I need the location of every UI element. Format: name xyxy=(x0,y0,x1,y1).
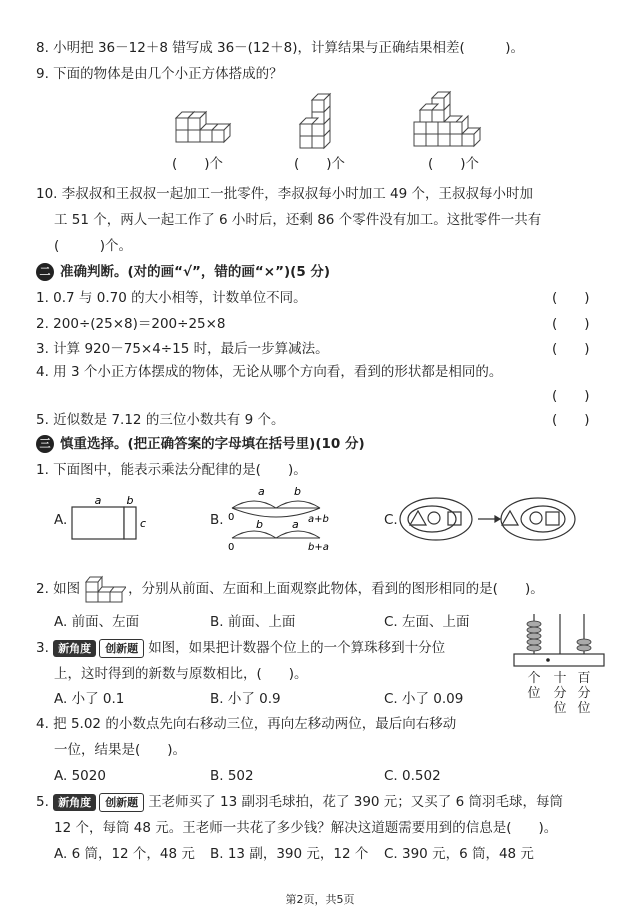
choice-q4-option-b[interactable]: B. 502 xyxy=(210,768,254,784)
choice-q5-option-b[interactable]: B. 13 副，390 元，12 个 xyxy=(210,846,369,862)
section-choice-title xyxy=(36,434,365,454)
choice-q5-option-a[interactable]: A. 6 筒，12 个，48 元 xyxy=(54,846,195,862)
choice-q3-option-c[interactable]: C. 小了 0.09 xyxy=(384,691,464,707)
fig-b-label-b2: b xyxy=(256,518,263,531)
choice-q2-option-c[interactable]: C. 左面、上面 xyxy=(384,614,470,630)
choice-q2-text xyxy=(36,574,544,604)
judge-answer-3[interactable]: ( ) xyxy=(552,341,590,357)
fig-b-label-b: b xyxy=(294,485,301,498)
judge-answer-1[interactable]: ( ) xyxy=(552,290,590,306)
innovative-tag: 创新题 xyxy=(99,639,144,658)
figure-shapes-sets xyxy=(398,494,578,544)
fig-b-label-a: a xyxy=(258,485,265,498)
q8-text: 8. 小明把 36－12＋8 错写成 36－(12＋8)，计算结果与正确结果相差( )。 xyxy=(36,40,525,56)
new-angle-tag: 新角度 xyxy=(53,794,96,811)
judge-item-2: 2. 200÷(25×8)＝200÷25×8 xyxy=(36,316,226,332)
q9-blank-3[interactable]: ( )个 xyxy=(428,156,480,172)
q9-blank-1[interactable]: ( )个 xyxy=(172,156,224,172)
fig-b-label-zero-2: 0 xyxy=(228,542,235,553)
judge-answer-5[interactable]: ( ) xyxy=(552,412,590,428)
choice-q4-line2: 一位，结果是( )。 xyxy=(54,742,187,758)
innovative-tag: 创新题 xyxy=(99,793,144,812)
q9-text: 9. 下面的物体是由几个小正方体搭成的？ xyxy=(36,66,283,82)
q10-line3: ( )个。 xyxy=(54,238,133,254)
choice-q2-option-b[interactable]: B. 前面、上面 xyxy=(210,614,296,630)
choice-q4-option-c[interactable]: C. 0.502 xyxy=(384,768,441,784)
figure-number-line-arcs xyxy=(226,484,338,554)
fig-a-label-b: b xyxy=(126,494,134,507)
choice-q1-option-b[interactable]: B. xyxy=(210,512,224,528)
choice-q5-text-1: 王老师买了 13 副羽毛球拍，花了 390 元；又买了 6 筒羽毛球，每筒 xyxy=(148,794,563,810)
fig-b-label-a2: a xyxy=(292,518,299,531)
abacus-counter xyxy=(512,612,606,670)
abacus-label-ones: 个 位 xyxy=(527,671,541,701)
choice-q1-option-a[interactable]: A. xyxy=(54,512,68,528)
cube-figure-3 xyxy=(412,88,488,154)
q9-blank-2[interactable]: ( )个 xyxy=(294,156,346,172)
new-angle-tag: 新角度 xyxy=(53,640,96,657)
abacus-label-tenths: 十 分 位 xyxy=(553,671,567,716)
choice-q3-text-1: 如图，如果把计数器个位上的一个算珠移到十分位 xyxy=(148,640,446,656)
choice-q1-text: 1. 下面图中，能表示乘法分配律的是( )。 xyxy=(36,462,307,478)
fig-b-label-bpa: b+a xyxy=(308,542,329,553)
cube-figure-1 xyxy=(170,106,240,154)
choice-q3-option-b[interactable]: B. 小了 0.9 xyxy=(210,691,281,707)
choice-q5-number: 5. xyxy=(36,794,49,810)
fig-b-label-zero-1: 0 xyxy=(228,512,235,523)
choice-q3-line1 xyxy=(36,638,445,658)
judge-answer-2[interactable]: ( ) xyxy=(552,316,590,332)
choice-q1-option-c[interactable]: C. xyxy=(384,512,398,528)
choice-q5-option-c[interactable]: C. 390 元，6 筒，48 元 xyxy=(384,846,534,862)
section-number-badge: 三 xyxy=(36,435,54,453)
section-title-text: 慎重选择。(把正确答案的字母填在括号里)(10 分) xyxy=(60,436,365,452)
choice-q5-line1 xyxy=(36,792,563,812)
choice-q3-line2: 上，这时得到的新数与原数相比，( )。 xyxy=(54,666,308,682)
choice-q4-option-a[interactable]: A. 5020 xyxy=(54,768,106,784)
choice-q2-text-pre: 2. 如图 xyxy=(36,581,81,597)
cube-figure-2 xyxy=(298,92,348,154)
judge-item-5: 5. 近似数是 7.12 的三位小数共有 9 个。 xyxy=(36,412,285,428)
choice-q3-number: 3. xyxy=(36,640,49,656)
choice-q2-text-post: ，分别从前面、左面和上面观察此物体，看到的图形相同的是( )。 xyxy=(128,581,544,597)
judge-item-1: 1. 0.7 与 0.70 的大小相等，计数单位不同。 xyxy=(36,290,307,306)
fig-a-label-c: c xyxy=(140,517,147,530)
section-judge-title xyxy=(36,262,330,282)
choice-q2-option-a[interactable]: A. 前面、左面 xyxy=(54,614,140,630)
judge-answer-4[interactable]: ( ) xyxy=(552,388,590,404)
cube-figure-q2 xyxy=(82,574,126,604)
fig-b-label-apb: a+b xyxy=(308,514,329,525)
abacus-label-hundredths: 百 分 位 xyxy=(577,671,591,716)
figure-rectangle-area xyxy=(70,494,154,544)
judge-item-4: 4. 用 3 个小正方体摆成的物体，无论从哪个方向看，看到的形状都是相同的。 xyxy=(36,364,503,380)
choice-q3-option-a[interactable]: A. 小了 0.1 xyxy=(54,691,125,707)
judge-item-3: 3. 计算 920－75×4÷15 时，最后一步算减法。 xyxy=(36,341,329,357)
q10-line1: 10. 李叔叔和王叔叔一起加工一批零件，李叔叔每小时加工 49 个，王叔叔每小时加 xyxy=(36,186,534,202)
section-number-badge: 二 xyxy=(36,263,54,281)
fig-a-label-a: a xyxy=(94,494,102,507)
choice-q4-line1: 4. 把 5.02 的小数点先向右移动三位，再向左移动两位，最后向右移动 xyxy=(36,716,457,732)
choice-q5-line2: 12 个，每筒 48 元。王老师一共花了多少钱？解决这道题需要用到的信息是( )。 xyxy=(54,820,558,836)
q10-line2: 工 51 个，两人一起工作了 6 小时后，还剩 86 个零件没有加工。这批零件一共有 xyxy=(54,212,542,228)
page-number: 第2页，共5页 xyxy=(285,893,355,906)
section-title-text: 准确判断。(对的画“√”，错的画“×”)(5 分) xyxy=(60,264,331,280)
